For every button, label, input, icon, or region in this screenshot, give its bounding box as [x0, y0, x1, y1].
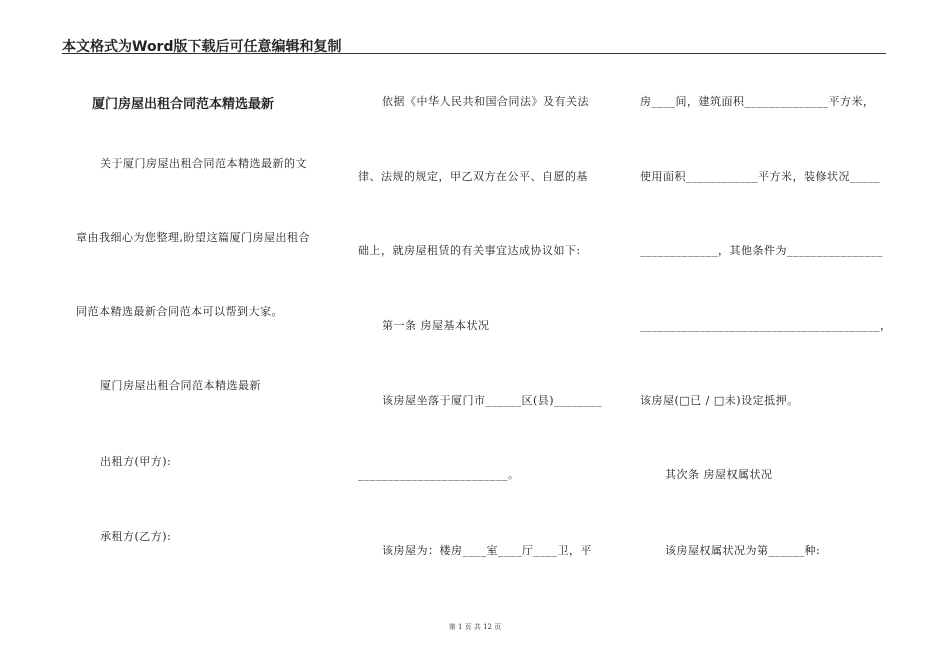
paragraph-line: 础上，就房屋租赁的有关事宜达成协议如下:: [358, 244, 581, 257]
page-number: 第 1 页 共 12 页: [448, 623, 502, 631]
paragraph-line: _________________________。: [358, 468, 520, 481]
article-heading: 第一条 房屋基本状况: [382, 319, 490, 332]
document-header: 本文格式为Word版下载后可任意编辑和复制: [62, 39, 342, 55]
paragraph-line: 章由我细心为您整理,盼望这篇厦门房屋出租合: [76, 231, 310, 244]
header-divider: [62, 53, 886, 54]
paragraph-line: 该房屋权属状况为第______种:: [665, 544, 821, 557]
paragraph-line: 使用面积____________平方米，装修状况_____: [640, 170, 880, 183]
paragraph-line: 该房屋坐落于厦门市______区(县)________: [382, 394, 603, 407]
paragraph-line: _____________，其他条件为________________: [640, 244, 883, 257]
document-title: 厦门房屋出租合同范本精选最新: [92, 97, 275, 112]
lessee-label: 承租方(乙方):: [100, 530, 172, 543]
paragraph-line: ________________________________________，: [640, 319, 892, 332]
section-heading: 厦门房屋出租合同范本精选最新: [100, 379, 261, 392]
paragraph-line: 房____间，建筑面积______________平方米，: [640, 95, 875, 108]
paragraph-line: 依据《中华人民共和国合同法》及有关法: [382, 95, 589, 108]
paragraph-line: 关于厦门房屋出租合同范本精选最新的文: [100, 157, 307, 170]
paragraph-line: 同范本精选最新合同范本可以帮到大家。: [76, 305, 283, 318]
paragraph-line: 律、法规的规定，甲乙双方在公平、自愿的基: [358, 170, 588, 183]
lessor-label: 出租方(甲方):: [100, 455, 172, 468]
paragraph-line: 该房屋为：楼房____室____厅____卫，平: [382, 544, 592, 557]
article-heading: 其次条 房屋权属状况: [665, 468, 773, 481]
paragraph-line: 该房屋(□已 / □未)设定抵押。: [640, 394, 799, 407]
